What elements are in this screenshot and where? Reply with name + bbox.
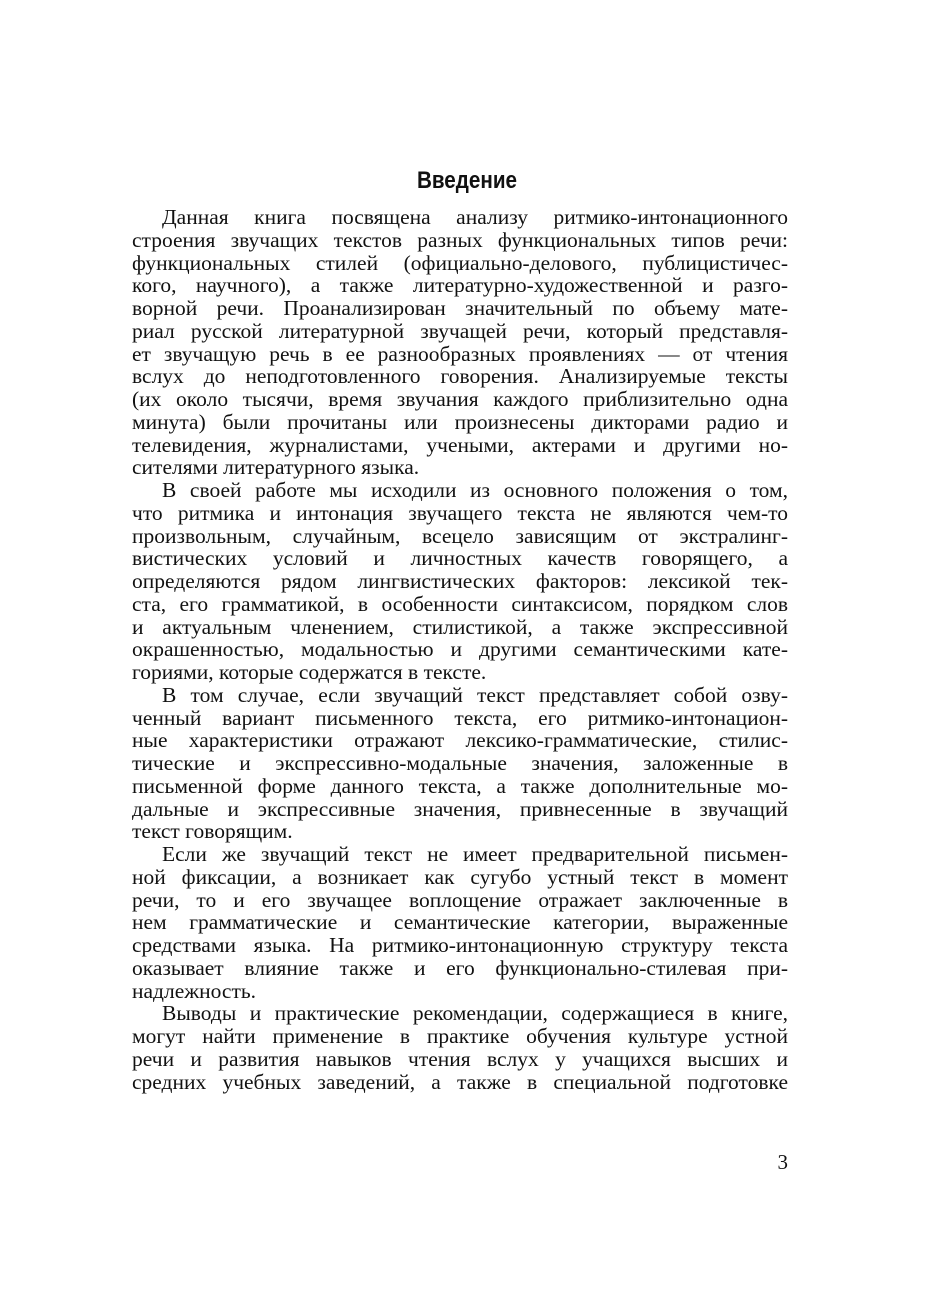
text-line: речи, то и его звучащее воплощение отражает заключенные в — [132, 887, 788, 912]
paragraph — [132, 206, 788, 479]
text-line: вистических условий и личностных качеств говорящего, а — [132, 546, 788, 571]
paragraph — [132, 684, 788, 843]
text-line: Если же звучащий текст не имеет предварительной письмен- — [162, 842, 788, 866]
text-line: ста, его грамматикой, в особенности синтаксисом, порядком слов — [132, 591, 788, 616]
text-line: гориями, которые содержатся в тексте. — [132, 660, 487, 684]
text-line: ченный вариант письменного текста, его ритмико-интонацион- — [132, 705, 788, 730]
text-line: и актуальным членением, стилистикой, а также экспрессивной — [132, 614, 788, 639]
text-line: речи и развития навыков чтения вслух у учащихся высших и — [132, 1046, 788, 1071]
text-line: надлежность. — [132, 978, 257, 1003]
chapter-title: Введение — [416, 167, 518, 194]
text-line: минута) были прочитаны или произнесены дикторами радио и — [132, 409, 788, 434]
paragraph — [132, 1002, 788, 1093]
text-line: строения звучащих текстов разных функциональных типов речи: — [132, 227, 788, 252]
text-line: средствами языка. На ритмико-интонационную структуру текста — [132, 933, 788, 957]
text-line: (их около тысячи, время звучания каждого приблизительно одна — [132, 387, 788, 411]
body-text — [132, 206, 788, 1093]
page-number: 3 — [777, 1150, 788, 1174]
paragraph — [132, 843, 788, 1002]
text-line: Данная книга посвящена анализу ритмико-интонационного — [162, 205, 788, 229]
text-line: В том случае, если звучащий текст представляет собой озву- — [162, 682, 788, 707]
text-line: телевидения, журналистами, учеными, актерами и другими но- — [132, 432, 788, 457]
text-line: ной фиксации, а возникает как сугубо устный текст в момент — [132, 864, 788, 889]
text-line: произвольным, случайным, всецело зависящим от экстралинг- — [132, 523, 788, 548]
text-line: окрашенностью, модальностью и другими семантическими кате- — [132, 637, 788, 662]
text-line: письменной форме данного текста, а также дополнительные мо- — [132, 773, 788, 798]
text-line: риал русской литературной звучащей речи, который представля- — [132, 318, 788, 343]
text-line: текст говорящим. — [132, 819, 293, 844]
text-line: оказывает влияние также и его функционально-стилевая при- — [132, 955, 788, 980]
text-line: определяются рядом лингвистических факторов: лексикой тек- — [132, 569, 788, 593]
paragraph — [132, 479, 788, 684]
text-line: ворной речи. Проанализирован значительный по объему мате- — [132, 296, 788, 320]
text-line: тические и экспрессивно-модальные значения, заложенные в — [132, 751, 788, 775]
text-line: средних учебных заведений, а также в специальной подготовке — [132, 1069, 788, 1094]
text-line: вслух до неподготовленного говорения. Анализируемые тексты — [132, 364, 788, 389]
text-line: кого, научного), а также литературно-художественной и разго- — [132, 273, 788, 298]
text-line: сителями литературного языка. — [132, 455, 420, 480]
text-line: В своей работе мы исходили из основного положения о том, — [162, 478, 788, 502]
text-line: могут найти применение в практике обучения культуре устной — [132, 1024, 788, 1048]
text-line: что ритмика и интонация звучащего текста не являются чем-то — [132, 500, 788, 525]
text-line: ет звучащую речь в ее разнообразных проявлениях — от чтения — [132, 341, 788, 366]
text-line: дальные и экспрессивные значения, привнесенные в звучащий — [132, 796, 788, 821]
text-line: ные характеристики отражают лексико-грамматические, стилис- — [132, 728, 788, 753]
text-line: нем грамматические и семантические категории, выраженные — [132, 910, 788, 935]
text-line: Выводы и практические рекомендации, содержащиеся в книге, — [162, 1001, 788, 1026]
text-line: функциональных стилей (официально-делового, публицистичес- — [132, 250, 788, 275]
